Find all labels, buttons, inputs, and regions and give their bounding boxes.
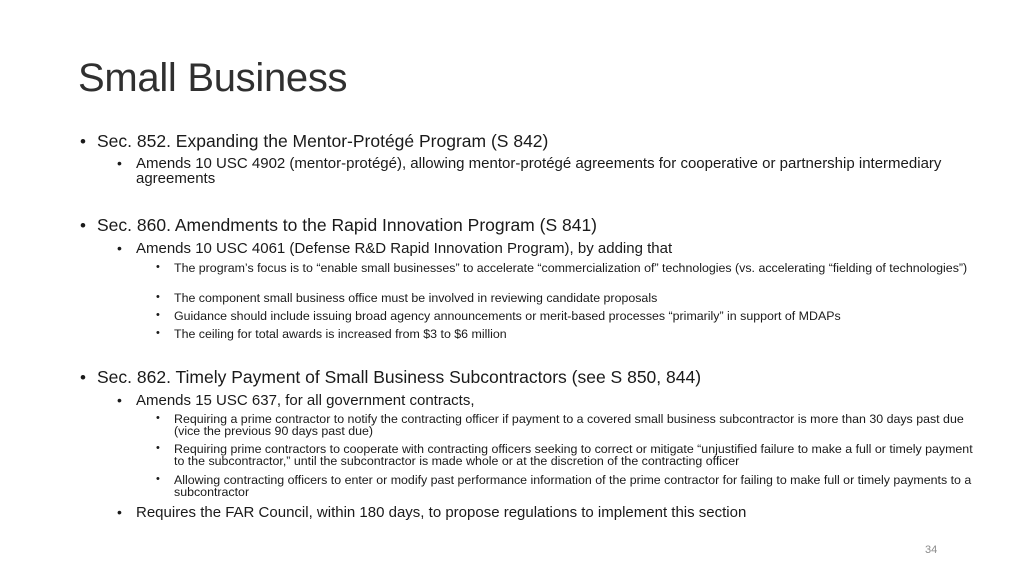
bullet-icon: • [156, 261, 160, 273]
bullet-icon: • [156, 442, 160, 454]
page-number: 34 [925, 544, 938, 556]
sub-bullet: Amends 10 USC 4902 (mentor-protégé), allowing mentor-protégé agreements for cooperative or partnership intermediary agreements [136, 155, 942, 187]
bullet-icon: • [117, 504, 122, 520]
section-heading: Sec. 860. Amendments to the Rapid Innovation Program (S 841) [97, 215, 598, 235]
bullet-icon: • [156, 473, 160, 485]
bullet-icon: • [80, 132, 86, 151]
detail-bullet: Allowing contracting officers to enter or modify past performance information of the prime contractor for failing to make full or timely payments to a subcontractor [174, 473, 972, 500]
detail-bullet: The ceiling for total awards is increased from $3 to $6 million [174, 327, 507, 341]
bullet-icon: • [80, 216, 86, 235]
bullet-icon: • [117, 155, 122, 171]
detail-bullet: Requiring a prime contractor to notify the contracting officer if payment to a covered small business subcontractor is more than 30 days past due (vice the previous 90 days past due) [174, 412, 964, 439]
detail-bullet: The component small business office must be involved in reviewing candidate proposals [174, 291, 658, 305]
bullet-icon: • [156, 309, 160, 321]
sub-bullet: Amends 10 USC 4061 (Defense R&D Rapid Innovation Program), by adding that [136, 240, 673, 257]
sub-bullet: Requires the FAR Council, within 180 days, to propose regulations to implement this section [136, 504, 747, 521]
detail-bullet: The program’s focus is to “enable small businesses” to accelerate “commercialization of” technologies (vs. accelerating “fielding of technologies”) [174, 261, 968, 275]
bullet-icon: • [156, 412, 160, 424]
section-heading: Sec. 852. Expanding the Mentor-Protégé Program (S 842) [97, 131, 549, 151]
bullet-icon: • [117, 240, 122, 256]
section-heading: Sec. 862. Timely Payment of Small Business Subcontractors (see S 850, 844) [97, 367, 702, 387]
slide-title: Small Business [78, 56, 348, 100]
bullet-icon: • [80, 368, 86, 387]
detail-bullet: Guidance should include issuing broad agency announcements or merit-based processes “primarily” in support of MDAPs [174, 309, 841, 323]
bullet-icon: • [156, 291, 160, 303]
bullet-icon: • [156, 327, 160, 339]
detail-bullet: Requiring prime contractors to cooperate with contracting officers seeking to correct or mitigate “unjustified failure to make a full or timely payment to the subcontractor,” until the subcontractor is made whole or at the discretion of the contracting officer [174, 442, 973, 469]
sub-bullet: Amends 15 USC 637, for all government contracts, [136, 392, 475, 409]
bullet-icon: • [117, 392, 122, 408]
